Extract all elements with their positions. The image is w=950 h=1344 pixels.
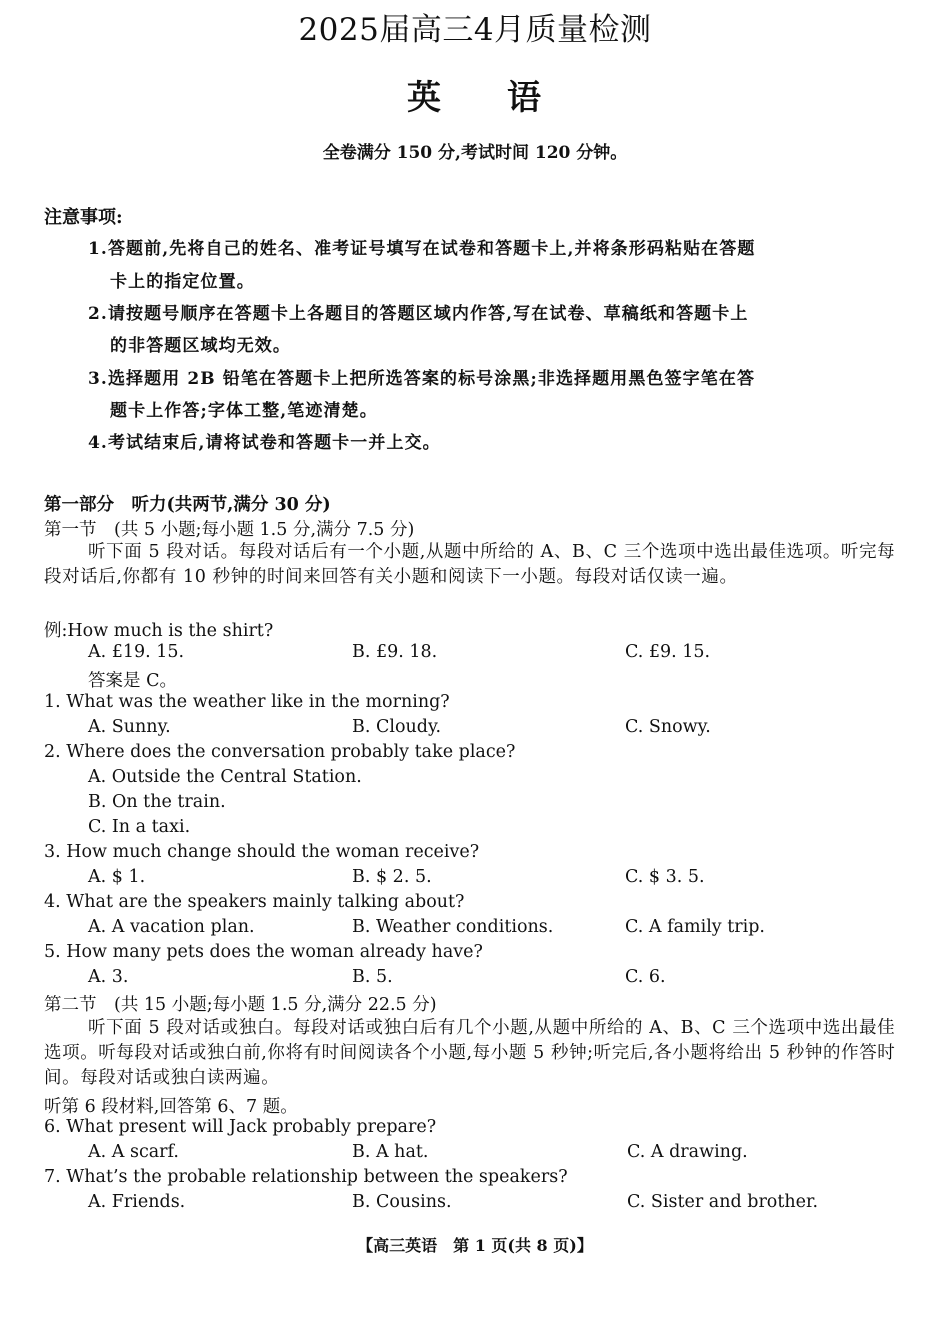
q5-option-b: B. 5. bbox=[352, 967, 393, 987]
material-6-instruction: 听第 6 段材料,回答第 6、7 题。 bbox=[44, 1097, 298, 1117]
q1-option-c: C. Snowy. bbox=[625, 717, 711, 737]
page-footer: 【高三英语 第 1 页(共 8 页)】 bbox=[357, 1236, 593, 1255]
notice-item-2-cont: 的非答题区域均无效。 bbox=[110, 336, 291, 356]
q6-option-b: B. A hat. bbox=[352, 1142, 429, 1162]
notice-item-3-cont: 题卡上作答;字体工整,笔迹清楚。 bbox=[110, 401, 378, 421]
q2-option-b: B. On the train. bbox=[88, 792, 226, 812]
question-3: 3. How much change should the woman receive? bbox=[44, 842, 480, 862]
q7-option-c: C. Sister and brother. bbox=[627, 1192, 819, 1212]
section1-heading: 第一节 (共 5 小题;每小题 1.5 分,满分 7.5 分) bbox=[44, 520, 415, 540]
section1-instructions: 听下面 5 段对话。每段对话后有一个小题,从题中所给的 A、B、C 三个选项中选出最佳选项。听完每段对话后,你都有 10 秒钟的时间来回答有关小题和阅读下一小题。每段对话仅读一遍。 bbox=[44, 542, 896, 587]
notice-item-2: 2.请按题号顺序在答题卡上各题目的答题区域内作答,写在试卷、草稿纸和答题卡上 bbox=[88, 304, 749, 324]
question-4: 4. What are the speakers mainly talking about? bbox=[44, 892, 465, 912]
example-answer: 答案是 C。 bbox=[88, 671, 177, 691]
part1-heading: 第一部分 听力(共两节,满分 30 分) bbox=[44, 495, 331, 515]
q4-option-c: C. A family trip. bbox=[625, 917, 765, 937]
notice-heading: 注意事项: bbox=[44, 207, 123, 228]
question-2: 2. Where does the conversation probably take place? bbox=[44, 742, 516, 762]
example-option-a: A. £19. 15. bbox=[88, 642, 185, 662]
question-5: 5. How many pets does the woman already have? bbox=[44, 942, 483, 962]
question-6: 6. What present will Jack probably prepare? bbox=[44, 1117, 437, 1137]
q6-option-a: A. A scarf. bbox=[88, 1142, 179, 1162]
notice-item-1-cont: 卡上的指定位置。 bbox=[110, 272, 255, 292]
section2-heading: 第二节 (共 15 小题;每小题 1.5 分,满分 22.5 分) bbox=[44, 995, 437, 1015]
section2-instructions: 听下面 5 段对话或独白。每段对话或独白后有几个小题,从题中所给的 A、B、C 三个选项中选出最佳选项。听每段对话或独白前,你将有时间阅读各个小题,每小题 5 秒钟;听完后,各小题将给出 5 秒钟的作答时间。每段对话或独白读两遍。 bbox=[44, 1018, 896, 1088]
subject-char-2: 语 bbox=[507, 78, 543, 118]
example-question: 例:How much is the shirt? bbox=[44, 621, 274, 641]
q7-option-a: A. Friends. bbox=[88, 1192, 186, 1212]
q1-option-a: A. Sunny. bbox=[88, 717, 171, 737]
question-1: 1. What was the weather like in the morning? bbox=[44, 692, 450, 712]
q2-option-c: C. In a taxi. bbox=[88, 817, 191, 837]
q7-option-b: B. Cousins. bbox=[352, 1192, 452, 1212]
score-line: 全卷满分 150 分,考试时间 120 分钟。 bbox=[322, 143, 628, 163]
notice-item-3: 3.选择题用 2B 铅笔在答题卡上把所选答案的标号涂黑;非选择题用黑色签字笔在答 bbox=[88, 369, 756, 389]
exam-title: 2025届高三4月质量检测 bbox=[298, 12, 652, 48]
q3-option-b: B. $ 2. 5. bbox=[352, 867, 432, 887]
notice-item-1: 1.答题前,先将自己的姓名、准考证号填写在试卷和答题卡上,并将条形码粘贴在答题 bbox=[88, 239, 756, 259]
question-7: 7. What’s the probable relationship between the speakers? bbox=[44, 1167, 568, 1187]
subject-char-1: 英 bbox=[407, 78, 443, 118]
example-option-c: C. £9. 15. bbox=[625, 642, 711, 662]
q6-option-c: C. A drawing. bbox=[627, 1142, 748, 1162]
q3-option-a: A. $ 1. bbox=[88, 867, 146, 887]
example-option-b: B. £9. 18. bbox=[352, 642, 438, 662]
q2-option-a: A. Outside the Central Station. bbox=[88, 767, 362, 787]
q5-option-c: C. 6. bbox=[625, 967, 666, 987]
subject-title bbox=[0, 70, 950, 119]
q4-option-b: B. Weather conditions. bbox=[352, 917, 554, 937]
q1-option-b: B. Cloudy. bbox=[352, 717, 442, 737]
q5-option-a: A. 3. bbox=[88, 967, 129, 987]
notice-item-4: 4.考试结束后,请将试卷和答题卡一并上交。 bbox=[88, 433, 441, 453]
q4-option-a: A. A vacation plan. bbox=[88, 917, 255, 937]
q3-option-c: C. $ 3. 5. bbox=[625, 867, 705, 887]
